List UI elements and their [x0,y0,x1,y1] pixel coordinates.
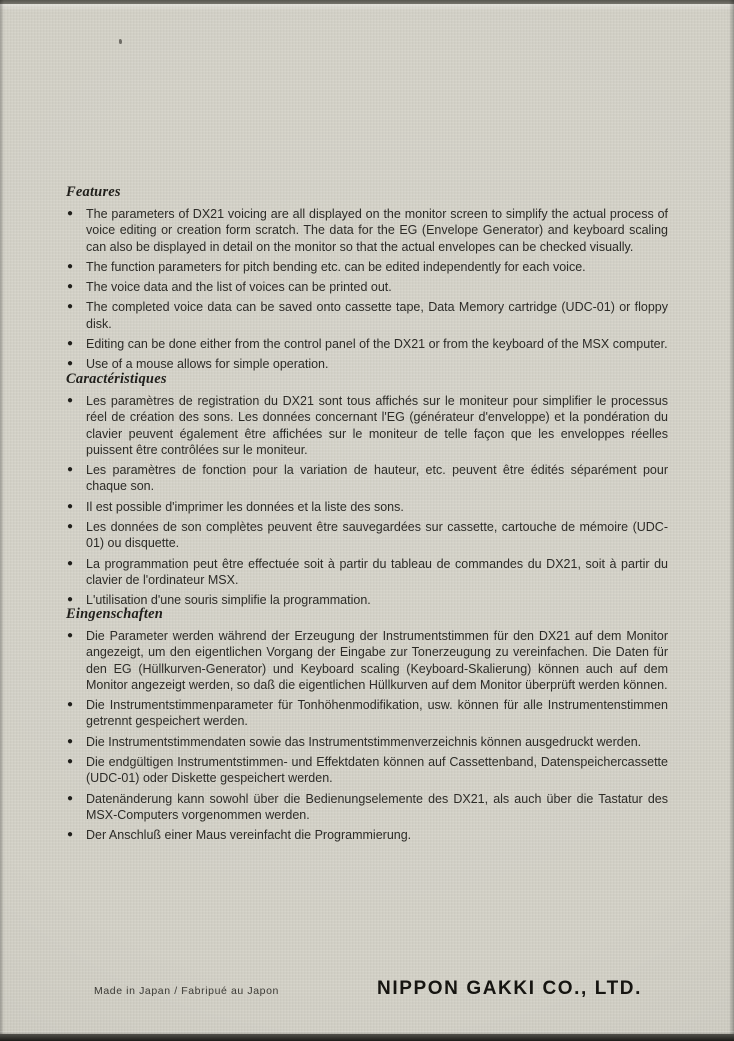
bullet-icon: ● [67,395,74,406]
footer [66,976,668,1000]
list-item [66,499,668,515]
section-features-german [66,606,668,848]
list-item [66,734,668,750]
list-item [66,259,668,275]
list-item [66,628,668,693]
section-features-english [66,184,668,377]
list-item-text: Les paramètres de registration du DX21 sont tous affichés sur le moniteur pour simplifier le processus réel de création des sons. Les données concernant l'EG (générateur d'enveloppe) et la pondération du clavier peuvent également être affichées sur le moniteur de telle façon que les enveloppes réelles puissent être contrôlées sur le moniteur. [86,394,668,457]
list-item [66,556,668,589]
bullet-icon: ● [67,281,74,293]
bullet-icon: ● [67,735,74,747]
list-item [66,299,668,332]
caracteristiques-list [66,393,668,609]
eingenschaften-list [66,628,668,844]
list-item [66,462,668,495]
list-item-text: Der Anschluß einer Maus vereinfacht die Programmierung. [86,828,412,843]
list-item [66,206,668,255]
list-item-text: Die Instrumentstimmendaten sowie das Instrumentstimmenverzeichnis können ausgedruckt werden. [86,734,642,749]
surface-speck [119,39,122,44]
list-item-text: Die Instrumentstimmenparameter für Tonhöhenmodifikation, usw. können für alle Instrumentenstimmen getrennt gespeichert werden. [86,698,668,729]
company-name: NIPPON GAKKI CO., LTD. [377,978,642,999]
list-item-text: Die Parameter werden während der Erzeugung der Instrumentstimmen für den DX21 auf dem Monitor angezeigt, um den eigentlichen Vorgang der Eingabe zur Tonerzeugung zu vereinfachen. Die Daten für den EG (Hüllkurven-Generator) und Keyboard scaling (Keyboard-Skalierung) können auch auf dem Monitor angezeigt werden, so daß die eigentlichen Hüllkurven auf dem Monitor überprüft werden können. [86,629,668,692]
bullet-icon: ● [67,630,74,641]
list-item-text: The voice data and the list of voices can be printed out. [86,280,392,295]
bullet-icon: ● [67,260,74,272]
box-left-edge [0,0,4,1041]
section-title-eingenschaften: Eingenschaften [66,606,164,622]
list-item [66,697,668,730]
bullet-icon: ● [67,208,74,219]
bullet-icon: ● [67,358,74,370]
box-bottom-edge [0,1034,734,1041]
list-item-text: Les paramètres de fonction pour la variation de hauteur, etc. peuvent être édités séparément pour chaque son. [86,463,668,494]
list-item-text: Datenänderung kann sowohl über die Bedienungselemente des DX21, als auch über die Tastatur des MSX-Computers vorgenommen werden. [86,791,668,822]
bullet-icon: ● [67,756,74,768]
bullet-icon: ● [67,557,74,569]
section-title-caracteristiques: Caractéristiques [66,371,167,387]
bullet-icon: ● [67,464,74,476]
list-item [66,827,668,843]
bullet-icon: ● [67,699,74,711]
bullet-icon: ● [67,338,74,350]
list-item-text: Il est possible d'imprimer les données et la liste des sons. [86,499,404,514]
list-item [66,393,668,458]
list-item [66,279,668,295]
list-item [66,519,668,552]
bullet-icon: ● [67,594,74,606]
list-item [66,791,668,824]
list-item-text: The parameters of DX21 voicing are all displayed on the monitor screen to simplify the actual process of voice editing or creation form scratch. The data for the EG (Envelope Generator) and keyboard scaling can also be displayed in detail on the monitor so that the actual envelopes can be checked visually. [86,207,668,254]
section-title-features: Features [66,184,121,200]
made-in-label: Made in Japan / Fabripué au Japon [94,985,279,997]
list-item-text: Editing can be done either from the control panel of the DX21 or from the keyboard of the MSX computer. [86,337,668,352]
list-item-text: L'utilisation d'une souris simplifie la programmation. [86,593,371,608]
bullet-icon: ● [67,521,74,533]
list-item-text: Les données de son complètes peuvent être sauvegardées sur cassette, cartouche de mémoire (UDC-01) ou disquette. [86,520,668,551]
list-item-text: The function parameters for pitch bending etc. can be edited independently for each voice. [86,259,586,274]
box-right-edge [729,0,734,1041]
bullet-icon: ● [67,829,74,841]
list-item-text: The completed voice data can be saved onto cassette tape, Data Memory cartridge (UDC-01) or floppy disk. [86,300,668,331]
list-item [66,754,668,787]
list-item-text: La programmation peut être effectuée soit à partir du tableau de commandes du DX21, soit à partir du clavier de l'ordinateur MSX. [86,556,668,587]
bullet-icon: ● [67,500,74,512]
list-item-text: Die endgültigen Instrumentstimmen- und Effektdaten können auf Cassettenband, Datenspeichercassette (UDC-01) oder Diskette gespeichert werden. [86,755,668,786]
features-list [66,206,668,373]
box-top-edge-highlight [0,4,734,11]
list-item [66,336,668,352]
section-features-french [66,371,668,613]
bullet-icon: ● [67,792,74,804]
list-item-text: Use of a mouse allows for simple operation. [86,357,329,372]
bullet-icon: ● [67,301,74,313]
